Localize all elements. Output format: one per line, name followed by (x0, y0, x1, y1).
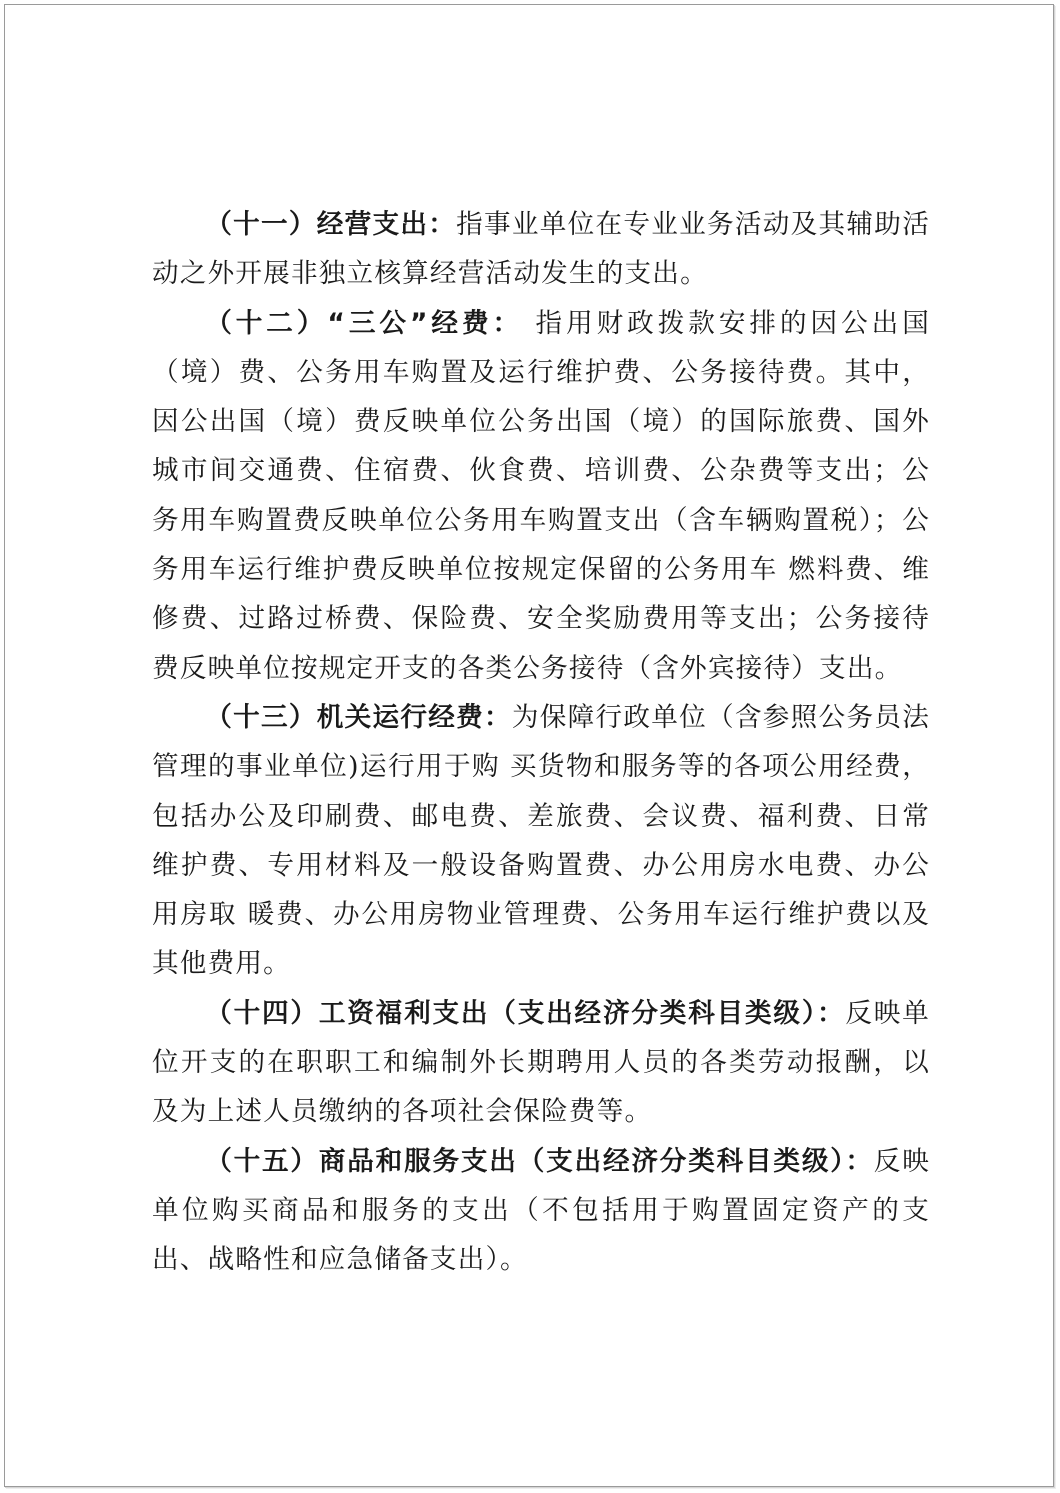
paragraph-text: 反映单位开支的在职职工和编制外长期聘用人员的各类劳动报酬，以及为上述人员缴纳的各项社会保险费等。 (152, 997, 930, 1128)
paragraph-heading: （十二）“三公”经费： (205, 307, 524, 339)
paragraph-goods-services (152, 1137, 930, 1285)
paragraph-text: 指事业单位在专业业务活动及其辅助活动之外开展非独立核算经营活动发生的支出。 (152, 209, 930, 290)
paragraph-heading: （十五）商品和服务支出（支出经济分类科目类级）： (205, 1145, 874, 1177)
paragraph-three-public-expenses (152, 299, 930, 693)
document-body (152, 200, 930, 1285)
paragraph-text: 反映单位购买商品和服务的支出（不包括用于购置固定资产的支出、战略性和应急储备支出）。 (152, 1145, 931, 1276)
paragraph-text: 指用财政拨款安排的因公出国（境）费、公务用车购置及运行维护费、公务接待费。其中，因公出国（境）费反映单位公务出国（境）的国际旅费、国外城市间交通费、住宿费、伙食费、培训费、公杂费等支出；公务用车购置费反映单位公务用车购置支出（含车辆购置税）；公务用车运行维护费反映单位按规定保留的公务用车 燃料费、维修费、过路过桥费、保险费、安全奖励费用等支出；公务接待费反映单位按规定开支的各类公务接待（含外宾接待）支出。 (152, 307, 930, 684)
paragraph-heading: （十四）工资福利支出（支出经济分类科目类级）： (205, 997, 846, 1029)
paragraph-operating-expenditure (152, 200, 930, 299)
paragraph-wages-welfare (152, 989, 930, 1137)
paragraph-heading: （十一）经营支出： (205, 209, 457, 240)
document-page (4, 4, 1054, 1487)
paragraph-heading: （十三）机关运行经费： (205, 701, 512, 733)
paragraph-text: 为保障行政单位（含参照公务员法管理的事业单位)运行用于购 买货物和服务等的各项公用经费，包括办公及印刷费、邮电费、差旅费、会议费、福利费、日常维护费、专用材料及一般设备购置费、办公用房水电费、办公用房取 暖费、办公用房物业管理费、公务用车运行维护费以及其他费用。 (152, 701, 930, 980)
paragraph-agency-operating-funds (152, 693, 930, 989)
